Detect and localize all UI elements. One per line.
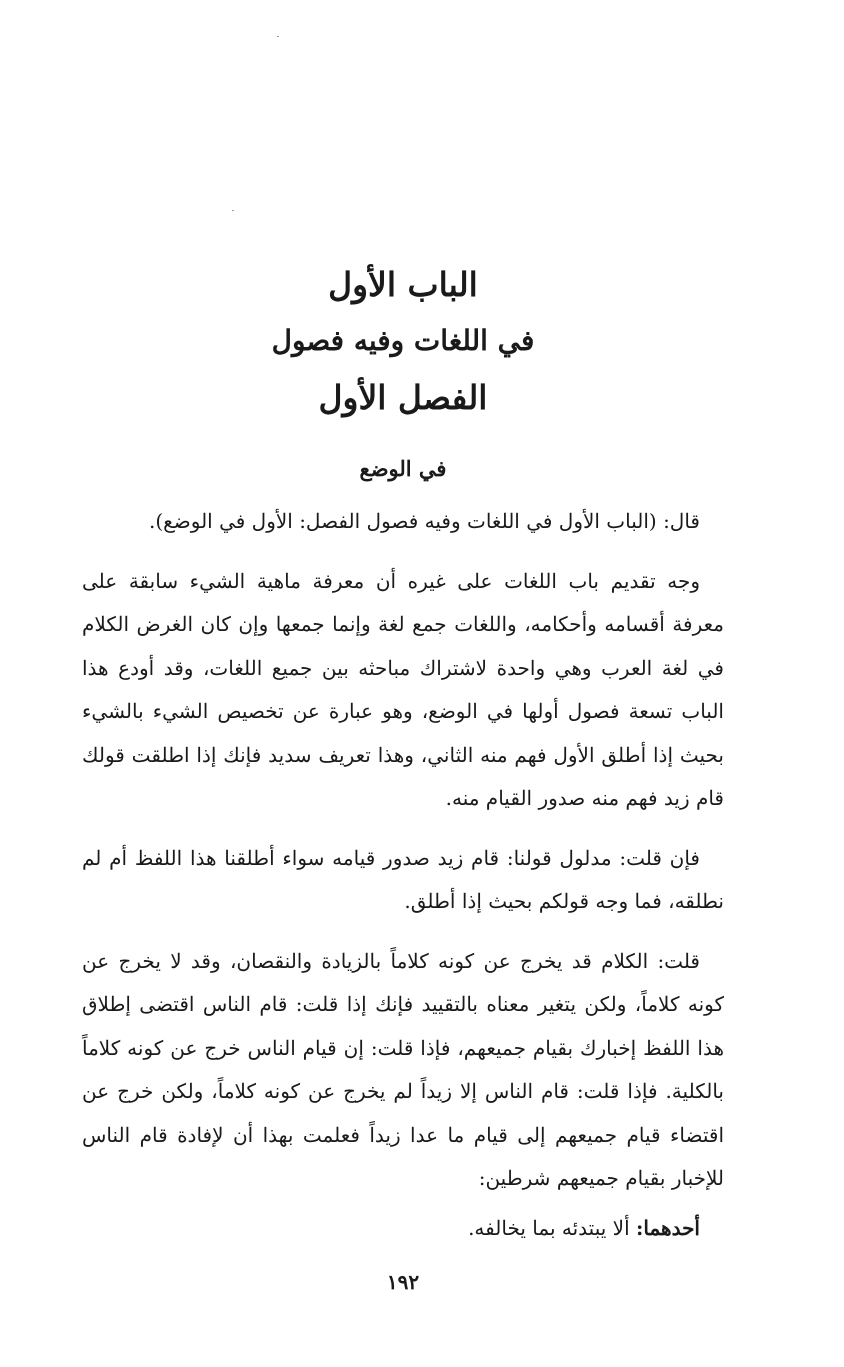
page-number: ١٩٢ <box>386 1270 420 1294</box>
chapter-title: الفصل الأول <box>318 378 488 417</box>
condition-text: ألا يبتدئه بما يخالفه. <box>468 1215 636 1240</box>
condition-label: أحدهما: <box>635 1215 700 1240</box>
body-text <box>82 500 724 1250</box>
part-title: الباب الأول <box>328 265 478 304</box>
scan-speck <box>232 210 234 211</box>
quoted-text-paragraph: قال: (الباب الأول في اللغات وفيه فصول الفصل: الأول في الوضع). <box>148 509 700 533</box>
answer-paragraph: قلت: الكلام قد يخرج عن كونه كلاماً بالزيادة والنقصان، وقد لا يخرج عن كونه كلاماً، ولكن يتغير معناه بالتقييد فإنك إذا قلت: قام الناس اقتضى إطلاق هذا اللفظ إخبارك بقيام جميعهم، فإذا قلت: إن قيام الناس خرج عن كونه كلاماً بالكلية. فإذا قلت: قام الناس إلا زيداً لم يخرج عن كونه كلاماً، ولكن خرج عن اقتضاء قيام جميعهم إلى قيام ما عدا زيداً فعلمت بهذا أن لإفادة قام الناس للإخبار بقيام جميعهم شرطين: <box>82 948 724 1190</box>
topic-heading: في الوضع <box>359 456 447 481</box>
headings-block <box>82 258 724 426</box>
book-page <box>82 0 724 1367</box>
scan-speck <box>277 36 279 37</box>
condition-paragraph <box>82 1207 724 1251</box>
commentary-paragraph: وجه تقديم باب اللغات على غيره أن معرفة ماهية الشيء سابقة على معرفة أقسامه وأحكامه، واللغات جمع لغة وإنما جمعها وإن كان الغرض الكلام في لغة العرب وهي واحدة لاشتراك مباحثه بين جميع اللغات، وقد أودع هذا الباب تسعة فصول أولها في الوضع، وهو عبارة عن تخصيص الشيء بالشيء بحيث إذا أطلق الأول فهم منه الثاني، وهذا تعريف سديد فإنك إذا اطلقت قولك قام زيد فهم منه صدور القيام منه. <box>82 568 724 810</box>
part-subtitle: في اللغات وفيه فصول <box>271 324 535 357</box>
objection-paragraph: فإن قلت: مدلول قولنا: قام زيد صدور قيامه سواء أطلقنا هذا اللفظ أم لم نطلقه، فما وجه قولكم بحيث إذا أطلق. <box>82 845 724 913</box>
